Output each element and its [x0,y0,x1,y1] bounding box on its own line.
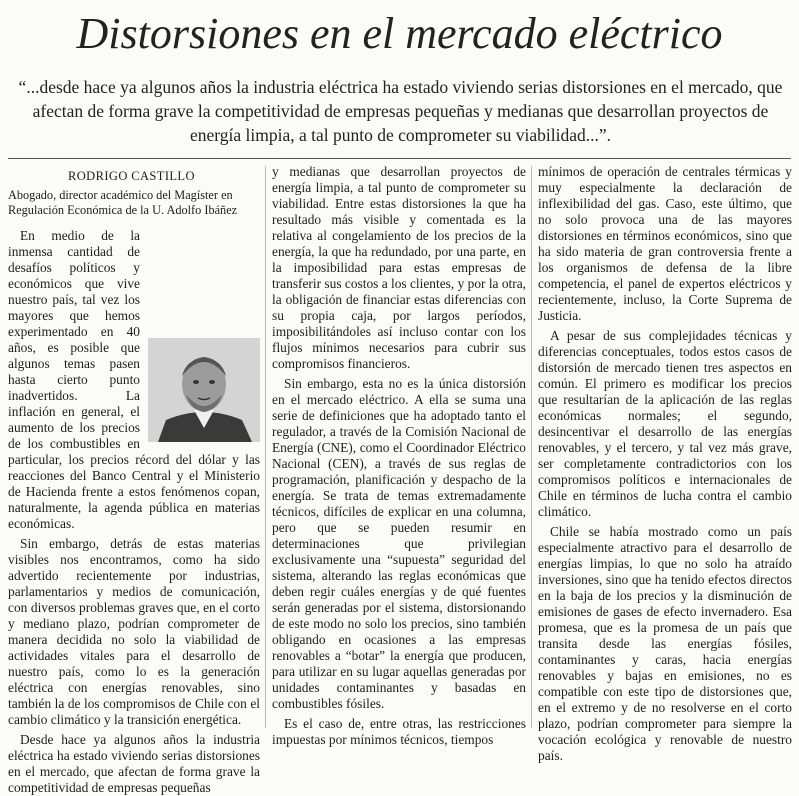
headline: Distorsiones en el mercado eléctrico [76,9,723,58]
column-3 [538,164,792,763]
paragraph: En medio de la inmensa cantidad de desafíos políticos y económicos que vive nuestro país, tal vez los mayores que hemos experimentado en 40 años, es posible que algunos temas pasen hasta cierto punto inadvertidos. La inflación en general, el aumento de los precios de los combustibles en particular, los precios récord del dólar y las reacciones del Banco Central y el Ministerio de Hacienda frente a estos fenómenos copan, naturalmente, la agenda pública en materias económicas. [8,228,260,531]
author-bio: Abogado, director académico del Magíster en Regulación Económica de la U. Adolfo Ibáñez [8,188,238,217]
column-2 [272,164,526,747]
author-photo [148,338,260,442]
paragraph: Chile se había mostrado como un país especialmente atractivo para el desarrollo de energías limpias, lo que no solo ha atraído inversiones, sino que ha tenido efectos directos en la baja de los precios y la disminución de emisiones de gases de efecto invernadero. Esa promesa, que es la promesa de un país que transita desde las energías fósiles, contaminantes y caras, hacia energías renovables y bajas en emisiones, no es compatible con este tipo de distorsiones que, en el extremo y de no resolverse en el corto plazo, podrían comprometer para siempre la vocación ecológica y renovable de nuestro país. [538,524,792,763]
author-name: RODRIGO CASTILLO [68,169,195,183]
paragraph: A pesar de sus complejidades técnicas y diferencias conceptuales, todos estos casos de distorsión de mercado tienen tres aspectos en común. El primero es modificar los precios que resultarían de la aplicación de las reglas económicas normales; el segundo, desincentivar el desarrollo de las energías renovables, y el tercero, y tal vez más grave, ser completamente contradictorios con los compromisos políticos e internacionales de Chile en términos de lucha contra el cambio climático. [538,328,792,519]
column-divider [265,166,266,728]
paragraph: Desde hace ya algunos años la industria eléctrica ha estado viviendo serias distorsiones en el mercado, que afectan de forma grave la competitividad de empresas pequeñas [8,732,260,795]
paragraph: y medianas que desarrollan proyectos de energía limpia, a tal punto de comprometer su viabilidad. Entre estas distorsiones la que ha resultado más visible y comentada es la relativa al congelamiento de los precios de la energía, la que ha redundado, por una parte, en la imposibilidad para estas empresas de transferir sus costos a los clientes, y por la otra, la obligación de financiar estas diferencias con su propia caja, por largos períodos, imposibilitándoles así incluso contar con los flujos mínimos necesarios para cubrir sus compromisos financieros. [272,164,526,371]
paragraph: mínimos de operación de centrales térmicas y muy especialmente la declaración de inflexibilidad del gas. Caso, este último, que no solo provoca una de las mayores distorsiones en términos económicos, sino que ha sido materia de gran controversia frente a los organismos de defensa de la libre competencia, el panel de expertos eléctricos y recientemente, incluso, la Corte Suprema de Justicia. [538,164,792,323]
column-1 [8,168,260,795]
divider [8,158,791,159]
pull-quote: “...desde hace ya algunos años la industria eléctrica ha estado viviendo serias distorsiones en el mercado, que afectan de forma grave la competitividad de empresas pequeñas y medianas que desarrollan proyectos de energía limpia, a tal punto de comprometer su viabilidad...”. [18,77,783,145]
column-divider [531,166,532,728]
paragraph: Sin embargo, detrás de estas materias visibles nos encontramos, como ha sido advertido recientemente por industrias, parlamentarios y medios de comunicación, con diversos problemas graves que, en el corto y mediano plazo, podrían comprometer de manera decidida no solo la viabilidad de actividades vitales para el desarrollo de nuestro país, como lo es la generación eléctrica con energías renovables, sino también la de los compromisos de Chile con el cambio climático y la transición energética. [8,536,260,727]
paragraph: Es el caso de, entre otras, las restricciones impuestas por mínimos técnicos, tiempos [272,716,526,747]
paragraph: Sin embargo, esta no es la única distorsión en el mercado eléctrico. A ella se suma una serie de definiciones que ha adoptado tanto el regulador, a través de la Comisión Nacional de Energía (CNE), como el Coordinador Eléctrico Nacional (CEN), a través de sus reglas de programación, planificación y despacho de la energía. Se trata de temas extremadamente técnicos, difíciles de explicar en una columna, pero que se pueden resumir en determinaciones que privilegian exclusivamente una “supuesta” seguridad del sistema, alterando las reglas económicas que deben regir cuáles energías y de qué fuentes serán generadas por el sistema, distorsionando de este modo no solo los precios, sino también obligando en ocasiones a las empresas renovables a “botar” la energía que producen, para utilizar en su lugar aquellas generadas por unidades contaminantes y basadas en combustibles fósiles. [272,376,526,711]
